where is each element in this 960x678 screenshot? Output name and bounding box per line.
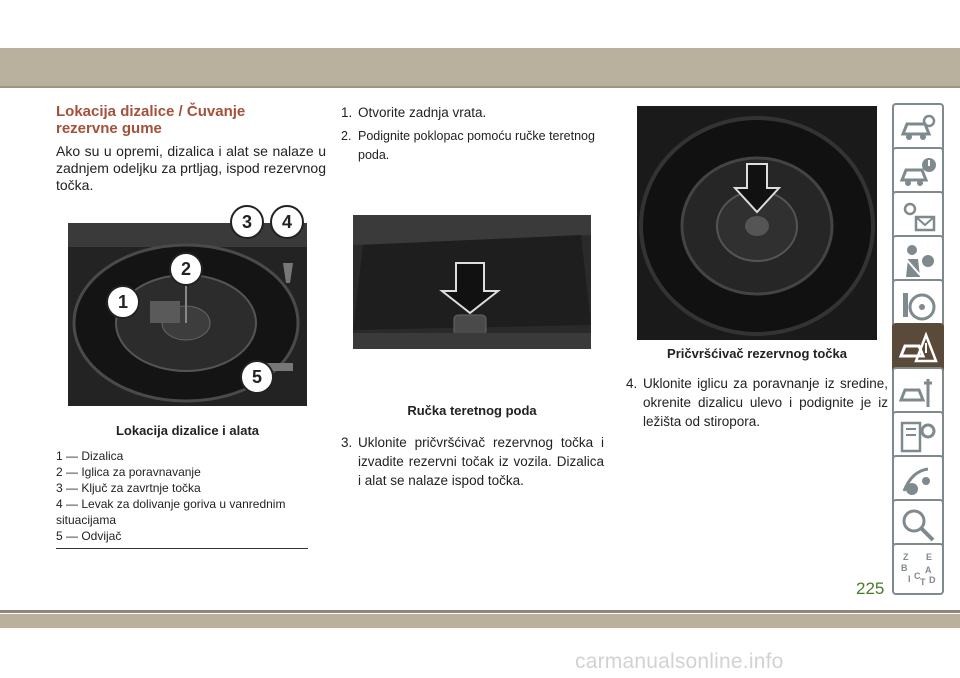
step-number: 3.	[341, 435, 353, 450]
step-text: Podignite poklopac pomoću ručke teretnog poda.	[358, 129, 595, 162]
spare-wheel-photo	[637, 106, 877, 340]
step-text: Uklonite pričvršćivač rezervnog točka i izvadite rezervni točak iz vozila. Dizalica i alat se nalaze ispod točka.	[358, 435, 604, 488]
legend-item: 2 — Iglica za poravnavanje	[56, 465, 201, 479]
step-text: Otvorite zadnja vrata.	[358, 105, 487, 120]
page-number: 225	[856, 579, 885, 598]
figure1-legend	[56, 448, 308, 544]
header-rule	[0, 86, 960, 88]
footer-rule	[0, 610, 960, 613]
jack-location-photo	[68, 223, 307, 406]
watermark: carmanualsonline.info	[575, 650, 784, 673]
callout-1: 1	[106, 285, 140, 319]
cargo-floor-photo	[353, 215, 591, 349]
step-text: Uklonite iglicu za poravnanje iz sredine, okrenite dizalicu ulevo i podignite je iz ležišta od stiropora.	[643, 376, 888, 429]
header-band	[0, 48, 960, 86]
callout-5: 5	[240, 360, 274, 394]
callout-2: 2	[169, 252, 203, 286]
svg-text:B: B	[901, 563, 908, 573]
figure1-caption: Lokacija dizalice i alata	[115, 423, 260, 438]
legend-item: 3 — Ključ za zavrtnje točka	[56, 481, 201, 495]
footer-band	[0, 614, 960, 628]
step-number: 1.	[341, 105, 353, 120]
svg-text:T: T	[920, 577, 926, 587]
svg-text:A: A	[925, 565, 932, 575]
callout-3: 3	[230, 205, 264, 239]
svg-text:E: E	[926, 552, 933, 562]
callout-4: 4	[270, 205, 304, 239]
step-number: 2.	[341, 129, 352, 143]
svg-text:I: I	[908, 574, 911, 584]
cargo-photo-drawing	[353, 215, 591, 349]
svg-text:C: C	[914, 571, 921, 581]
legend-item: 5 — Odvijač	[56, 529, 122, 543]
svg-text:Z: Z	[903, 552, 909, 562]
figure2-caption: Ručka teretnog poda	[407, 403, 537, 418]
step-number: 4.	[626, 376, 638, 391]
legend-rule	[56, 548, 308, 549]
index-letters-icon[interactable]	[892, 543, 944, 595]
spare-wheel-drawing	[637, 106, 877, 340]
legend-item: 4 — Levak za dolivanje goriva u vanrednim situacijama	[56, 497, 286, 527]
figure3-caption: Pričvršćivač rezervnog točka	[667, 346, 847, 361]
legend-item: 1 — Dizalica	[56, 449, 124, 463]
svg-text:D: D	[929, 575, 936, 585]
section-heading: Lokacija dizalice / Čuvanje rezervne gume	[56, 103, 246, 137]
intro-paragraph: Ako su u opremi, dizalica i alat se nalaze u zadnjem odeljku za prtljag, ispod rezervnog točka.	[56, 143, 326, 193]
